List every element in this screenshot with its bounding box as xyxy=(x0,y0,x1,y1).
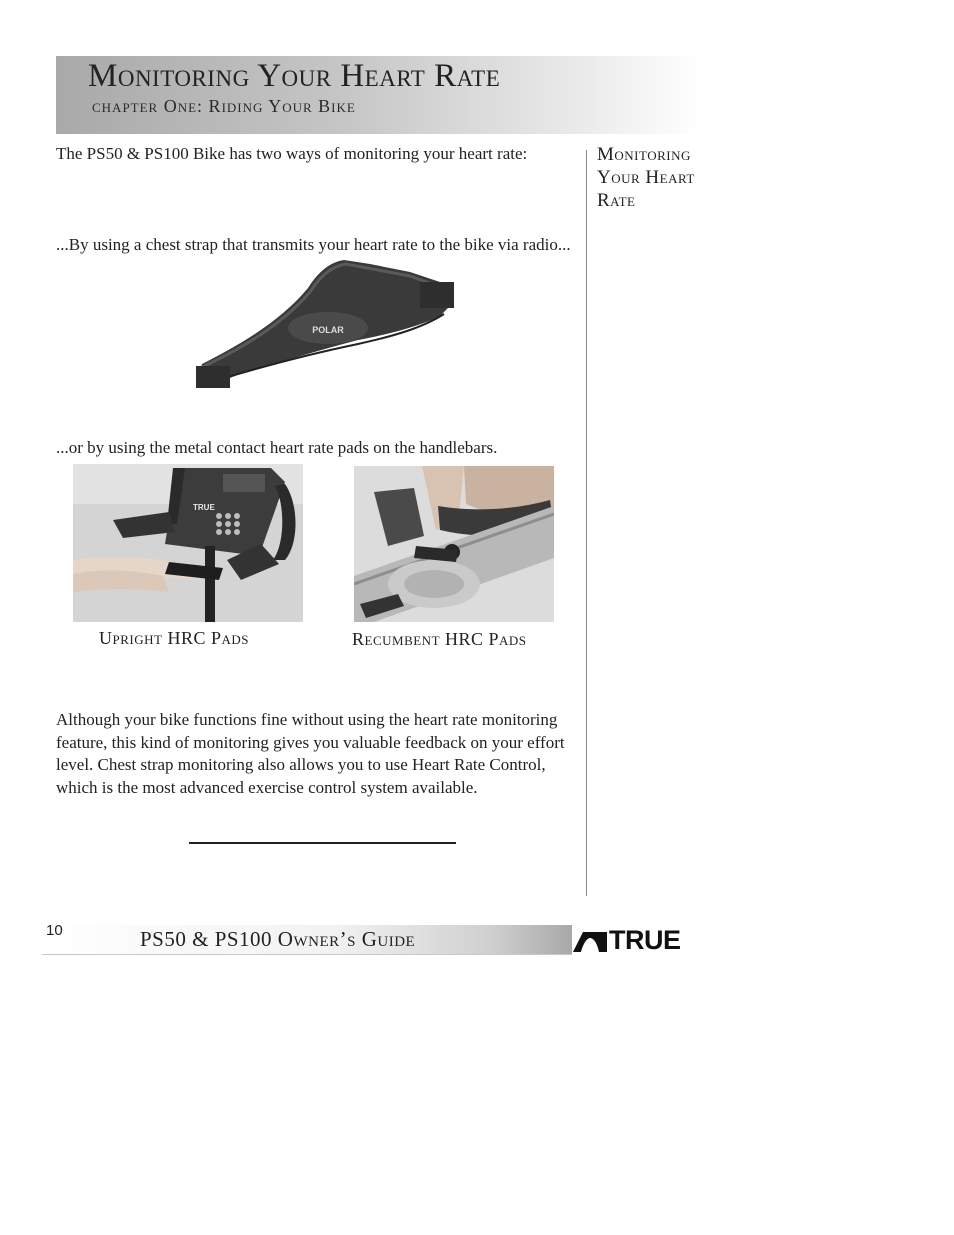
section-rule xyxy=(189,842,456,844)
recumbent-caption: Recumbent HRC Pads xyxy=(352,629,527,649)
page-title: Monitoring Your Heart Rate xyxy=(88,58,501,94)
chapter-subtitle: chapter One: Riding Your Bike xyxy=(92,96,356,116)
recumbent-bike-photo xyxy=(354,466,554,622)
chest-strap-image xyxy=(190,258,454,392)
sidebar-heading-line: Rate xyxy=(597,190,636,211)
true-logo xyxy=(573,925,715,955)
upright-caption: Upright HRC Pads xyxy=(99,628,249,648)
sidebar-heading xyxy=(597,143,747,212)
footer-title: PS50 & PS100 Owner’s Guide xyxy=(140,927,416,951)
logo-mark-icon xyxy=(573,928,609,954)
sidebar-heading-line: Your Heart xyxy=(597,167,695,188)
intro-paragraph: The PS50 & PS100 Bike has two ways of monitoring your heart rate: xyxy=(56,144,528,163)
strap-logo: POLAR xyxy=(312,325,344,335)
upright-brand: TRUE xyxy=(193,503,215,512)
upright-bike-photo xyxy=(73,464,303,622)
chest-strap-paragraph: ...By using a chest strap that transmits your heart rate to the bike via radio... xyxy=(56,235,571,254)
closing-paragraph: Although your bike functions fine without using the heart rate monitoring feature, this kind of monitoring gives you valuable feedback on your effort level. Chest strap monitoring also allows you to use Heart Rate Control, which is the most advanced exercise control system available. xyxy=(56,710,565,797)
logo-text: TRUE xyxy=(609,925,681,955)
handlebar-pads-paragraph: ...or by using the metal contact heart rate pads on the handlebars. xyxy=(56,438,498,457)
header-band xyxy=(56,56,700,134)
page-number: 10 xyxy=(46,922,63,939)
sidebar-heading-line: Monitoring xyxy=(597,144,691,165)
column-divider xyxy=(586,150,587,896)
